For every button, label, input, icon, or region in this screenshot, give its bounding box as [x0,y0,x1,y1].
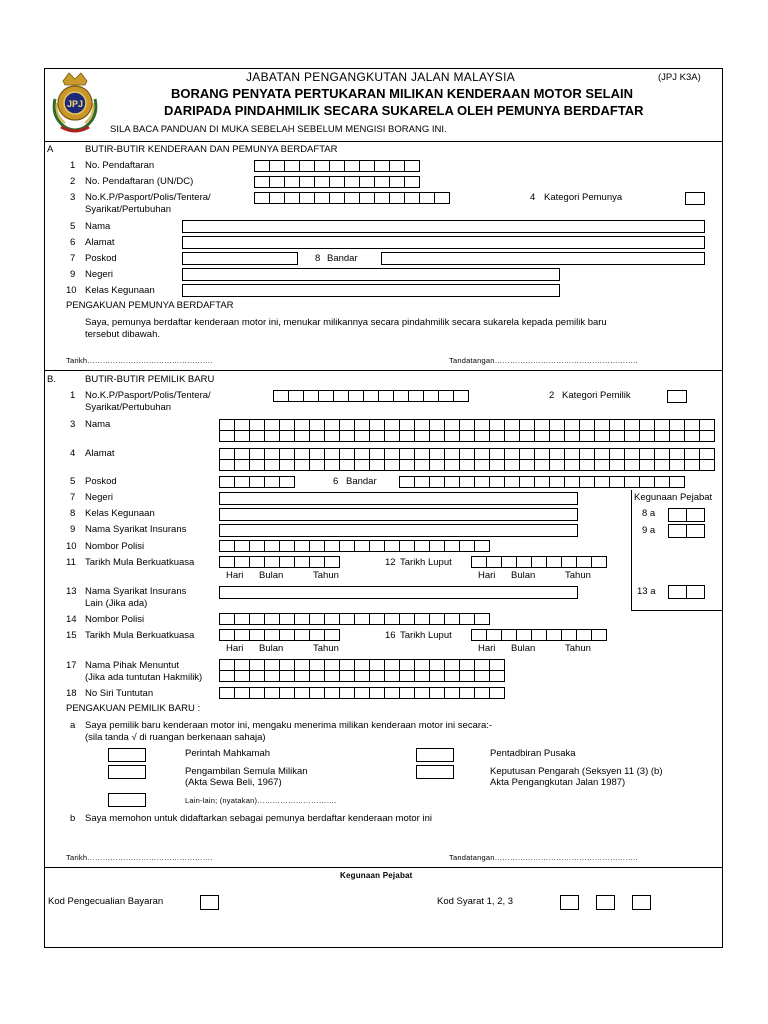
svg-text:JPJ: JPJ [66,99,84,109]
other-reason-field[interactable]: Lain-lain; (nyatakan)…………………………. [185,796,337,805]
b-field5-num: 5 [70,476,76,487]
a-field2-label: No. Pendaftaran (UN/DC) [85,176,194,187]
b-field9-num: 9 [70,524,76,535]
b-field11-label: Tarikh Mula Berkuatkuasa [85,557,195,568]
a-address-input[interactable] [182,236,705,249]
b-other-expiry-day-label: Hari [478,643,496,654]
b-field8-label: Kelas Kegunaan [85,508,155,519]
court-order-label: Perintah Mahkamah [185,748,271,759]
b-field3-num: 3 [70,419,76,430]
repossession-checkbox[interactable] [108,765,146,779]
a-usage-class-input[interactable] [182,284,560,297]
b-decl-a-text: Saya pemilik baru kenderaan motor ini, mengaku menerima milikan kenderaan motor ini secara:- [85,720,493,731]
b-claimant-input[interactable] [219,659,504,682]
court-order-checkbox[interactable] [108,748,146,762]
b-claim-serial-input[interactable] [219,687,504,699]
a-declaration-line2: tersebut dibawah. [85,329,160,340]
b-other-expiry-year-label: Tahun [565,643,591,654]
b-field17-label: Nama Pihak Menuntut [85,660,179,671]
b-field15-num: 15 [66,630,77,641]
section-b-letter: B. [47,374,56,385]
b-field17-num: 17 [66,660,77,671]
form-code: (JPJ K3A) [658,72,701,83]
a-field7-num: 7 [70,253,76,264]
section-a-heading: BUTIR-BUTIR KENDERAAN DAN PEMUNYA BERDAFTAR [85,144,338,155]
section-b-heading: BUTIR-BUTIR PEMILIK BARU [85,374,215,385]
a-declaration-title: PENGAKUAN PEMUNYA BERDAFTAR [66,300,234,311]
b-other-start-day-label: Hari [226,643,244,654]
a-registration-undc-input[interactable] [254,176,419,188]
b-other-expiry-date-input[interactable] [471,629,606,641]
b-field7-label: Negeri [85,492,113,503]
form-title-line2: DARIPADA PINDAHMILIK SECARA SUKARELA OLEH PEMUNYA BERDAFTAR [164,103,644,118]
b-start-date-input[interactable] [219,556,339,568]
b-id-number-input[interactable] [273,390,468,402]
b-date-field[interactable]: Tarikh…………………………………………. [66,853,213,862]
office-section-heading: Kegunaan Pejabat [340,871,413,880]
a-city-input[interactable] [381,252,705,265]
b-owner-category-input[interactable] [667,390,687,403]
a-field1-num: 1 [70,160,76,171]
b-expiry-year-label: Tahun [565,570,591,581]
b-expiry-month-label: Bulan [511,570,536,581]
b-field8-num: 8 [70,508,76,519]
b-expiry-date-input[interactable] [471,556,606,568]
b-start-month-label: Bulan [259,570,284,581]
office-13a-label: 13 a [637,586,656,597]
a-owner-category-input[interactable] [685,192,705,205]
other-reason-checkbox[interactable] [108,793,146,807]
b-other-start-year-label: Tahun [313,643,339,654]
condition-code-label: Kod Syarat 1, 2, 3 [437,896,514,907]
estate-administration-label: Pentadbiran Pusaka [490,748,576,759]
b-start-year-label: Tahun [313,570,339,581]
a-field9-num: 9 [70,269,76,280]
b-field5-label: Poskod [85,476,117,487]
condition-code-2-input[interactable] [596,895,615,910]
b-usage-class-input[interactable] [219,508,578,521]
a-field8-label: Bandar [327,253,358,264]
b-field4-num: 4 [70,448,76,459]
office-8a-input[interactable] [668,508,704,522]
b-field4-label: Alamat [85,448,115,459]
b-address-input[interactable] [219,448,714,471]
header-divider [44,141,723,142]
form-instruction: SILA BACA PANDUAN DI MUKA SEBELAH SEBELUM MENGISI BORANG INI. [110,124,447,135]
b-field12-label: Tarikh Luput [400,557,452,568]
a-field8-num: 8 [315,253,321,264]
a-state-input[interactable] [182,268,560,281]
b-field2-num: 2 [549,390,555,401]
a-field5-label: Nama [85,221,111,232]
b-field1-label: No.K.P/Pasport/Polis/Tentera/ [85,390,211,401]
b-field1-label2: Syarikat/Pertubuhan [85,402,172,413]
b-field13-num: 13 [66,586,77,597]
b-field16-label: Tarikh Luput [400,630,452,641]
a-field6-num: 6 [70,237,76,248]
b-field14-label: Nombor Polisi [85,614,145,625]
a-field6-label: Alamat [85,237,115,248]
b-field9-label: Nama Syarikat Insurans [85,524,187,535]
b-field18-label: No Siri Tuntutan [85,688,154,699]
b-other-start-date-input[interactable] [219,629,339,641]
condition-code-3-input[interactable] [632,895,651,910]
b-city-input[interactable] [399,476,684,488]
a-field10-label: Kelas Kegunaan [85,285,155,296]
b-signature-field[interactable]: Tandatangan……………………………………………….. [449,853,638,862]
b-postcode-input[interactable] [219,476,294,488]
b-field15-label: Tarikh Mula Berkuatkuasa [85,630,195,641]
office-divider [44,867,723,868]
office-9a-label: 9 a [642,525,656,536]
b-field10-label: Nombor Polisi [85,541,145,552]
estate-administration-checkbox[interactable] [416,748,454,762]
form-title-line1: BORANG PENYATA PERTUKARAN MILIKAN KENDERAAN MOTOR SELAIN [171,86,633,101]
b-policy-number-input[interactable] [219,540,489,552]
b-field18-num: 18 [66,688,77,699]
a-field2-num: 2 [70,176,76,187]
director-decision-label: Keputusan Pengarah (Seksyen 11 (3) (b) [490,766,663,777]
b-field1-num: 1 [70,390,76,401]
a-field4-num: 4 [530,192,536,203]
b-decl-b-text: Saya memohon untuk didaftarkan sebagai pemunya berdaftar kenderaan motor ini [85,813,432,824]
exemption-code-label: Kod Pengecualian Bayaran [48,896,164,907]
b-name-input[interactable] [219,419,714,442]
director-decision-act-label: Akta Pengangkutan Jalan 1987) [490,777,626,788]
a-field10-num: 10 [66,285,77,296]
b-expiry-day-label: Hari [478,570,496,581]
b-field6-num: 6 [333,476,339,487]
condition-code-1-input[interactable] [560,895,579,910]
a-field5-num: 5 [70,221,76,232]
b-declaration-title: PENGAKUAN PEMILIK BARU : [66,703,201,714]
a-field3-label2: Syarikat/Pertubuhan [85,204,172,215]
b-field11-num: 11 [66,557,76,568]
b-other-start-month-label: Bulan [259,643,284,654]
a-field9-label: Negeri [85,269,113,280]
a-field3-label: No.K.P/Pasport/Polis/Tentera/ [85,192,211,203]
a-date-field[interactable]: Tarikh…………………………………………. [66,356,213,365]
b-other-insurer-input[interactable] [219,586,578,599]
b-field7-num: 7 [70,492,76,503]
a-field7-label: Poskod [85,253,117,264]
a-signature-field[interactable]: Tandatangan……………………………………………….. [449,356,638,365]
exemption-code-input[interactable] [200,895,219,910]
b-other-policy-input[interactable] [219,613,489,625]
agency-name: JABATAN PENGANGKUTAN JALAN MALAYSIA [246,70,516,84]
a-name-input[interactable] [182,220,705,233]
b-field2-label: Kategori Pemilik [562,390,631,401]
b-field10-num: 10 [66,541,77,552]
a-registration-number-input[interactable] [254,160,419,172]
jpj-logo [47,69,103,137]
repossession-label: Pengambilan Semula Milikan [185,766,308,777]
director-decision-checkbox[interactable] [416,765,454,779]
a-field3-num: 3 [70,192,76,203]
b-start-day-label: Hari [226,570,244,581]
b-field12-num: 12 [385,557,396,568]
b-insurer-input[interactable] [219,524,578,537]
a-postcode-input[interactable] [182,252,298,265]
b-state-input[interactable] [219,492,578,505]
b-decl-b-letter: b [70,813,76,824]
section-a-letter: A [47,144,54,155]
b-field13-label2: Lain (Jika ada) [85,598,148,609]
a-field4-label: Kategori Pemunya [544,192,623,203]
b-field13-label: Nama Syarikat Insurans [85,586,187,597]
office-9a-input[interactable] [668,524,704,538]
b-field6-label: Bandar [346,476,377,487]
office-8a-label: 8 a [642,508,656,519]
b-decl-a-note: (sila tanda √ di ruangan berkenaan sahaja) [85,732,266,743]
b-field3-label: Nama [85,419,111,430]
section-a-divider [44,370,723,371]
b-decl-a-letter: a [70,720,76,731]
repossession-act-label: (Akta Sewa Beli, 1967) [185,777,282,788]
a-field1-label: No. Pendaftaran [85,160,155,171]
office-use-title: Kegunaan Pejabat [634,492,713,503]
b-other-expiry-month-label: Bulan [511,643,536,654]
b-field16-num: 16 [385,630,396,641]
a-id-number-input[interactable] [254,192,449,204]
b-field17-label2: (Jika ada tuntutan Hakmilik) [85,672,203,683]
a-declaration-line1: Saya, pemunya berdaftar kenderaan motor ini, menukar milikannya secara pindahmilik secara sukarela kepada pemilik baru [85,317,607,328]
office-13a-input[interactable] [668,585,704,599]
b-field14-num: 14 [66,614,77,625]
